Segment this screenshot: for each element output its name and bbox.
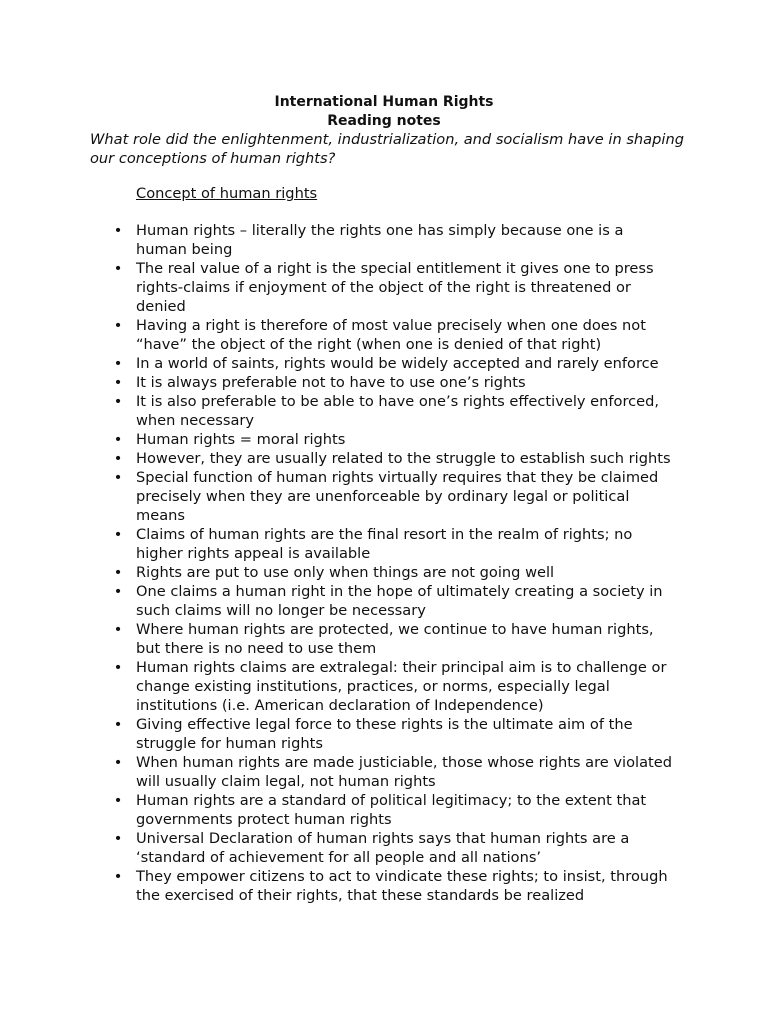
bullet-text: The real value of a right is the special entitlement it gives one to press rights-claims if enjoyment of the object of the right is threatened or denied bbox=[136, 260, 654, 315]
bullet-text: They empower citizens to act to vindicate these rights; to insist, through the exercised of their rights, that these standards be realized bbox=[136, 868, 668, 904]
bullet-text: In a world of saints, rights would be widely accepted and rarely enforce bbox=[136, 355, 659, 372]
guiding-question: What role did the enlightenment, industrialization, and socialism have in shaping our conceptions of human rights? bbox=[90, 131, 684, 167]
bullet-text: It is also preferable to be able to have one’s rights effectively enforced, when necessary bbox=[136, 393, 660, 429]
list-item bbox=[0, 468, 676, 525]
bullet-text: One claims a human right in the hope of ultimately creating a society in such claims will no longer be necessary bbox=[136, 583, 663, 619]
document-subtitle: Reading notes bbox=[327, 113, 441, 129]
bullet-icon: • bbox=[113, 754, 123, 771]
bullet-text: Human rights claims are extralegal: their principal aim is to challenge or change existing institutions, practices, or norms, especially legal institutions (i.e. American declaration of Independence) bbox=[136, 659, 667, 714]
bullet-icon: • bbox=[113, 621, 123, 638]
bullet-icon: • bbox=[113, 716, 123, 733]
bullet-icon: • bbox=[113, 792, 123, 809]
list-item bbox=[0, 563, 676, 582]
list-item bbox=[0, 791, 676, 829]
list-item bbox=[0, 449, 676, 468]
list-item bbox=[0, 867, 676, 905]
bullet-text: Claims of human rights are the final resort in the realm of rights; no higher rights appeal is available bbox=[136, 526, 633, 562]
list-item bbox=[0, 316, 676, 354]
bullet-icon: • bbox=[113, 450, 123, 467]
bullet-text: Rights are put to use only when things are not going well bbox=[136, 564, 555, 581]
bullet-icon: • bbox=[113, 659, 123, 676]
bullet-text: Having a right is therefore of most value precisely when one does not “have” the object of the right (when one is denied of that right) bbox=[136, 317, 646, 353]
list-item bbox=[0, 259, 676, 316]
bullet-text: It is always preferable not to have to use one’s rights bbox=[136, 374, 526, 391]
bullet-text: Giving effective legal force to these rights is the ultimate aim of the struggle for human rights bbox=[136, 716, 633, 752]
bullet-text: Universal Declaration of human rights says that human rights are a ‘standard of achievement for all people and all nations’ bbox=[136, 830, 630, 866]
list-item bbox=[0, 373, 676, 392]
list-item bbox=[0, 582, 676, 620]
bullet-icon: • bbox=[113, 564, 123, 581]
bullet-icon: • bbox=[113, 260, 123, 277]
list-item bbox=[0, 430, 676, 449]
bullet-text: Human rights = moral rights bbox=[136, 431, 346, 448]
bullet-text: When human rights are made justiciable, those whose rights are violated will usually claim legal, not human rights bbox=[136, 754, 672, 790]
section-heading: Concept of human rights bbox=[136, 185, 318, 202]
list-item bbox=[0, 753, 676, 791]
list-item bbox=[0, 715, 676, 753]
bullet-icon: • bbox=[113, 469, 123, 486]
bullet-icon: • bbox=[113, 868, 123, 885]
bullet-icon: • bbox=[113, 374, 123, 391]
bullet-text: Human rights are a standard of political legitimacy; to the extent that governments protect human rights bbox=[136, 792, 647, 828]
bullet-text: Special function of human rights virtually requires that they be claimed precisely when they are unenforceable by ordinary legal or political means bbox=[136, 469, 659, 524]
list-item bbox=[0, 392, 676, 430]
bullet-text: Human rights – literally the rights one has simply because one is a human being bbox=[136, 222, 624, 258]
list-item bbox=[0, 620, 676, 658]
bullet-icon: • bbox=[113, 830, 123, 847]
list-item bbox=[0, 221, 676, 259]
list-item bbox=[0, 658, 676, 715]
list-item bbox=[0, 354, 676, 373]
document-title: International Human Rights bbox=[274, 94, 494, 110]
bullet-text: Where human rights are protected, we continue to have human rights, but there is no need to use them bbox=[136, 621, 654, 657]
bullet-icon: • bbox=[113, 355, 123, 372]
bullet-text: However, they are usually related to the struggle to establish such rights bbox=[136, 450, 671, 467]
bullet-icon: • bbox=[113, 222, 123, 239]
bullet-icon: • bbox=[113, 526, 123, 543]
bullet-icon: • bbox=[113, 583, 123, 600]
bullet-list bbox=[0, 221, 768, 905]
bullet-icon: • bbox=[113, 317, 123, 334]
bullet-icon: • bbox=[113, 431, 123, 448]
bullet-icon: • bbox=[113, 393, 123, 410]
list-item bbox=[0, 525, 676, 563]
list-item bbox=[0, 829, 676, 867]
